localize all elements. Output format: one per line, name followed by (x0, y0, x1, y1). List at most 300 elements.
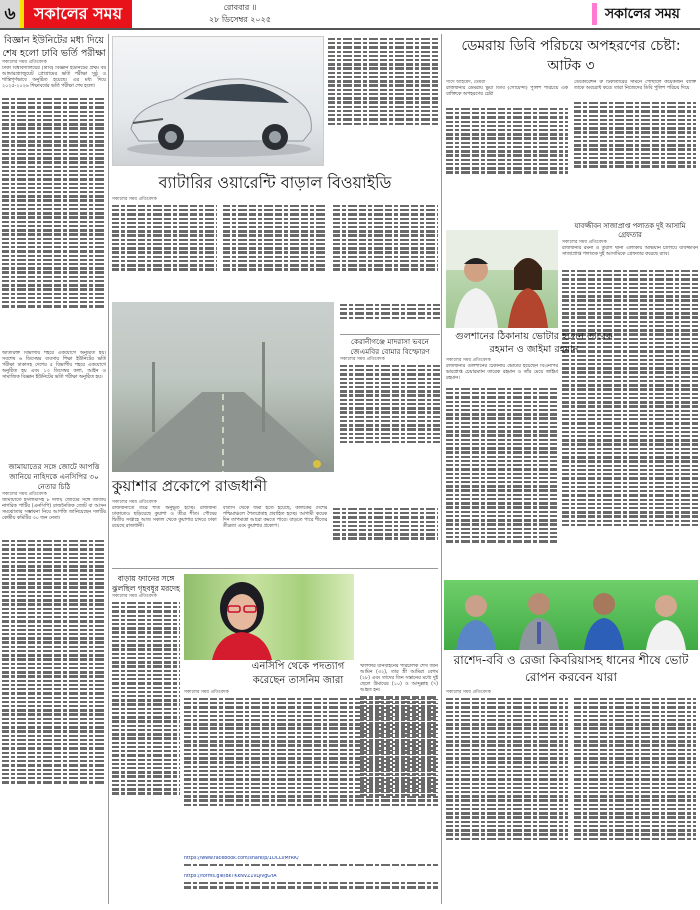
text-line (2, 127, 106, 129)
text-line (2, 98, 106, 100)
text-line (112, 716, 180, 718)
text-line (446, 154, 568, 156)
text-line (112, 788, 180, 790)
text-line (328, 63, 438, 65)
text-line (112, 209, 217, 211)
text-line (333, 516, 438, 518)
text-line (446, 519, 558, 521)
text-line (562, 304, 698, 306)
text-line (562, 325, 698, 327)
text-line (2, 170, 106, 172)
text-line (340, 411, 440, 413)
text-line (446, 150, 568, 152)
candidates-photo (444, 580, 698, 650)
text-line (446, 494, 558, 496)
text-line (2, 271, 106, 273)
text-line (446, 464, 558, 466)
text-line (2, 578, 106, 580)
column-rule (108, 34, 109, 904)
text-line (446, 388, 558, 390)
text-line (340, 441, 440, 443)
text-line (446, 108, 568, 110)
text-line (2, 276, 106, 278)
text-line (2, 620, 106, 622)
text-line (2, 263, 106, 265)
text-line (333, 243, 438, 245)
article-lead: রাজধানীর গুলশানের ঠিকানায় ভোটার হয়েছেন বিএনপির ভারপ্রাপ্ত চেয়ারম্যান তারেক রহমান ও তাঁর মেয়ে জাইমা রহমান। (446, 364, 558, 382)
text-line (112, 619, 180, 621)
text-line (2, 132, 106, 134)
text-line (2, 595, 106, 597)
text-line (562, 465, 698, 467)
text-line (360, 717, 438, 719)
text-line (112, 695, 180, 697)
text-line (2, 663, 106, 665)
text-line (2, 705, 106, 707)
text-line (112, 712, 180, 714)
text-line (2, 178, 106, 180)
brand-logo-right: সকালের সময় (592, 3, 680, 25)
text-line (562, 469, 698, 471)
text-line (112, 636, 180, 638)
text-line (360, 713, 438, 715)
text-line (446, 171, 568, 173)
text-line (2, 280, 106, 282)
text-line (2, 773, 106, 775)
text-line (112, 268, 217, 270)
text-line (112, 606, 180, 608)
text-line (446, 783, 568, 785)
text-line (446, 498, 558, 500)
text-line (562, 448, 698, 450)
headline-gulshan: গুলশানের ঠিকানায় ভোটার হলেন তারেক রহমান ও জাইমা রহমান (455, 331, 613, 355)
text-line (446, 732, 568, 734)
byline: সকালের সময় প্রতিবেদক (112, 594, 157, 599)
text-line (562, 363, 698, 365)
text-line (562, 321, 698, 323)
text-line (328, 114, 438, 116)
text-line (574, 115, 696, 117)
text-line (360, 747, 438, 749)
text-line (2, 216, 106, 218)
text-line (562, 308, 698, 310)
text-line (360, 794, 438, 796)
story-fan (112, 574, 180, 890)
text-line (2, 242, 106, 244)
text-line (574, 165, 696, 167)
text-line (2, 608, 106, 610)
text-line (562, 376, 698, 378)
text-line (574, 816, 696, 818)
text-line (446, 698, 568, 700)
text-line (112, 763, 180, 765)
facebook-link[interactable]: https://www.facebook.com/share/p/1DCLvMrRK/ (184, 856, 299, 861)
text-line (446, 812, 568, 814)
text-line (340, 369, 440, 371)
text-line (112, 260, 217, 262)
text-line (328, 67, 438, 69)
text-line (2, 225, 106, 227)
text-line (340, 390, 440, 392)
text-line (446, 808, 568, 810)
car-illustration (113, 37, 324, 166)
text-line (112, 251, 217, 253)
text-line (2, 654, 106, 656)
text-line (446, 702, 568, 704)
text-line (112, 247, 217, 249)
text-line (562, 482, 698, 484)
text-line (112, 687, 180, 689)
text-line (562, 410, 698, 412)
text-line (574, 753, 696, 755)
article-lead: রাজধানীর রমনা ও তুরাগ থানা এলাকায় অভিযান চালিয়ে যাবজ্জীবন সাজাপ্রাপ্ত পলাতক দুই আসামিকে গ্রেফতার করেছে র‌্যাব। (562, 246, 698, 258)
text-line (340, 428, 440, 430)
text-line (574, 783, 696, 785)
byline: সকালের সময় প্রতিবেদক (446, 358, 491, 363)
text-line (223, 234, 328, 236)
text-line (360, 722, 438, 724)
text-line (112, 742, 180, 744)
text-line (360, 709, 438, 711)
text-line (340, 437, 440, 439)
story-paddy (446, 690, 696, 908)
text-line (340, 424, 440, 426)
text-line (340, 373, 440, 375)
text-line (333, 529, 438, 531)
byline: সকালের সময় প্রতিবেদক (184, 690, 229, 695)
text-line (223, 243, 328, 245)
text-line (223, 230, 328, 232)
text-line (446, 749, 568, 751)
text-line (574, 770, 696, 772)
text-line (446, 532, 558, 534)
text-line (2, 540, 106, 542)
text-line (562, 367, 698, 369)
text-line (2, 769, 106, 771)
text-line (446, 799, 568, 801)
text-line (446, 112, 568, 114)
text-line (360, 789, 438, 791)
text-line (446, 744, 568, 746)
text-line (562, 359, 698, 361)
text-line (328, 46, 438, 48)
text-line (328, 89, 438, 91)
text-line (333, 213, 438, 215)
text-line (2, 250, 106, 252)
story-dhaka-uni (2, 34, 106, 391)
story-gulshan (446, 358, 558, 616)
text-line (446, 430, 558, 432)
text-line (574, 123, 696, 125)
text-line (574, 702, 696, 704)
text-line (574, 757, 696, 759)
text-line (112, 661, 180, 663)
text-line (562, 401, 698, 403)
text-line (562, 515, 698, 517)
text-line (333, 218, 438, 220)
text-line (446, 443, 558, 445)
text-line (562, 473, 698, 475)
text-line (223, 251, 328, 253)
text-line (2, 166, 106, 168)
text-line (328, 123, 438, 125)
text-line (446, 511, 558, 513)
text-line (2, 671, 106, 673)
text-line (2, 599, 106, 601)
text-line (574, 761, 696, 763)
text-line (2, 752, 106, 754)
text-line (574, 102, 696, 104)
byline: সাদে আহমেদ, ডেমরা (446, 80, 486, 85)
text-line (328, 110, 438, 112)
text-line (112, 640, 180, 642)
text-line (223, 268, 328, 270)
text-line (333, 234, 438, 236)
fire-snippet-text: খলিফার যানবাহনের পরিচালক শেখ জনি আমিন (৩২), তার স্ত্রী আমিরা বেগম (২৮) এবং তাদের তিন সন্তানের মধ্যে দুই ছেলে উমায়ের (১০) ও আব্দুল্লাহ (৭) আহত হন। (360, 664, 438, 694)
text-line (446, 804, 568, 806)
text-line (2, 221, 106, 223)
text-line (328, 59, 438, 61)
story-byd (112, 197, 438, 303)
text-line (112, 750, 180, 752)
text-line (2, 157, 106, 159)
text-line (446, 413, 558, 415)
text-line (574, 736, 696, 738)
text-line (446, 711, 568, 713)
column-rule (340, 334, 440, 335)
text-line (360, 701, 438, 703)
story-fog (112, 500, 438, 556)
text-line (446, 821, 568, 823)
text-line (446, 142, 568, 144)
text-line (446, 825, 568, 827)
text-line (562, 414, 698, 416)
text-line (2, 641, 106, 643)
byline: সকালের সময় প্রতিবেদক (112, 197, 157, 202)
text-line (446, 757, 568, 759)
byline: সকালের সময় প্রতিবেদক (112, 500, 157, 505)
text-line (112, 678, 180, 680)
text-line (574, 766, 696, 768)
story-jamaat (2, 462, 106, 898)
text-line (2, 569, 106, 571)
text-line (574, 838, 696, 840)
text-line (574, 711, 696, 713)
text-line (112, 234, 217, 236)
byd-sidebar-text (328, 36, 438, 166)
byline: সকালের সময় প্রতিবেদক (2, 492, 47, 497)
text-line (112, 648, 180, 650)
text-line (340, 420, 440, 422)
text-line (340, 394, 440, 396)
text-line (360, 705, 438, 707)
text-line (446, 163, 568, 165)
portrait-pair-illustration (446, 230, 558, 328)
text-line (2, 760, 106, 762)
text-line (446, 795, 568, 797)
text-line (360, 743, 438, 745)
fog-illustration (112, 302, 334, 472)
text-line (2, 586, 106, 588)
text-line (574, 787, 696, 789)
text-line (2, 297, 106, 299)
text-line (2, 675, 106, 677)
text-line (333, 533, 438, 535)
text-line (2, 140, 106, 142)
text-line (112, 775, 180, 777)
text-line (574, 698, 696, 700)
text-line (2, 637, 106, 639)
text-line (112, 230, 217, 232)
text-line (2, 709, 106, 711)
text-line (446, 401, 558, 403)
text-line (223, 239, 328, 241)
text-line (333, 525, 438, 527)
text-line (112, 213, 217, 215)
text-line (2, 713, 106, 715)
text-line (223, 264, 328, 266)
text-line (2, 722, 106, 724)
text-line (446, 439, 558, 441)
text-line (112, 759, 180, 761)
text-line (112, 610, 180, 612)
text-line (2, 781, 106, 783)
text-line (574, 795, 696, 797)
keraniganj-intro (340, 302, 440, 483)
text-line (562, 397, 698, 399)
text-line (446, 761, 568, 763)
text-line (328, 72, 438, 74)
text-line (446, 816, 568, 818)
text-line (562, 287, 698, 289)
text-line (574, 804, 696, 806)
text-line (2, 548, 106, 550)
text-line (562, 435, 698, 437)
text-line (446, 515, 558, 517)
text-line (446, 129, 568, 131)
text-line (2, 743, 106, 745)
text-line (446, 447, 558, 449)
article-tail: অতিরিক্ত বিভাগীয় শহরে একযোগে অনুষ্ঠিত হয়। সবশেষ ৬ ডিসেম্বর ব্যবসায় শিক্ষা ইউনিটের ভর্তি পরীক্ষা ঢাকাসহ দেশের ৫ বিভাগীয় শহরে একযোগে অনুষ্ঠিত হয় এবং ১৩ ডিসেম্বর কলা, আইন ও সামাজিক বিজ্ঞান ইউনিটের ভর্তি পরীক্ষা অনুষ্ঠিত হয়। (2, 351, 106, 381)
text-line (446, 468, 558, 470)
text-line (574, 715, 696, 717)
text-line (333, 251, 438, 253)
text-line (562, 270, 698, 272)
text-line (446, 766, 568, 768)
text-line (446, 392, 558, 394)
text-line (223, 260, 328, 262)
text-line (340, 382, 440, 384)
text-line (446, 121, 568, 123)
text-line (562, 384, 698, 386)
forms-link[interactable]: https://forms.gle/BkTKkNVZ1vLyvgGYA (184, 874, 277, 880)
text-line (446, 706, 568, 708)
text-line (2, 764, 106, 766)
text-line (2, 561, 106, 563)
text-line (2, 730, 106, 732)
text-line (2, 544, 106, 546)
text-line (112, 746, 180, 748)
text-line (112, 627, 180, 629)
text-line (562, 520, 698, 522)
text-line (112, 602, 180, 604)
text-line (112, 771, 180, 773)
car-photo (112, 36, 324, 166)
text-line (2, 612, 106, 614)
text-line (574, 136, 696, 138)
text-line (574, 119, 696, 121)
text-line (2, 633, 106, 635)
text-line (340, 308, 440, 310)
text-line (360, 760, 438, 762)
text-line (112, 631, 180, 633)
text-line (328, 38, 438, 40)
text-line (446, 125, 568, 127)
headline-keraniganj: কেরানীগঞ্জে মাদরাসা ভবনে জেএমবির বোমার বিস্ফোরণ (350, 337, 430, 356)
text-line (112, 653, 180, 655)
text-line (112, 670, 180, 672)
text-line (328, 80, 438, 82)
text-line (574, 778, 696, 780)
text-line (446, 159, 568, 161)
text-line (2, 246, 106, 248)
text-line (2, 161, 106, 163)
fog-col1: রাজধানীতে তীব্র শীত অনুভূত হচ্ছে। রাজধানী ঢাকাতেও ছড়িয়েছে কুয়াশা ও তীব্র শীত। পৌষের দ্বিতীয় সপ্তাহে আজ সকাল থেকে কুয়াশার চাদরে ঢাকা রয়েছে রাজধানী। (112, 506, 217, 530)
text-line (446, 833, 568, 835)
text-line (112, 665, 180, 667)
text-line (446, 774, 568, 776)
text-line (112, 226, 217, 228)
text-line (574, 821, 696, 823)
text-line (360, 764, 438, 766)
text-line (112, 218, 217, 220)
text-line (562, 388, 698, 390)
text-line (574, 808, 696, 810)
text-line (2, 191, 106, 193)
text-line (328, 93, 438, 95)
text-line (562, 291, 698, 293)
text-line (360, 726, 438, 728)
text-line (446, 719, 568, 721)
text-line (112, 222, 217, 224)
text-line (328, 84, 438, 86)
headline: বিজ্ঞান ইউনিটের মধ্য দিয়ে শেষ হলো ঢাবি ভর্তি পরীক্ষা (2, 35, 106, 59)
text-line (2, 305, 106, 307)
text-line (562, 439, 698, 441)
text-line (333, 209, 438, 211)
text-line (223, 205, 328, 207)
text-line (340, 433, 440, 435)
text-line (574, 774, 696, 776)
text-line (2, 739, 106, 741)
text-line (333, 268, 438, 270)
fog-col2: বাতাস থেকে জমা হতে হয়েছে, কালকের দেশের পশ্চিমাঞ্চলে শৈত্যপ্রবাহ প্রবাহিত হচ্ছে। আগামী কয়েক দিন তাপমাত্রা আরো কমতে পারে। বাড়তে পারে শীতের তীব্রতা এবং কুয়াশার প্রকোপ। (222, 506, 328, 530)
text-line (2, 658, 106, 660)
date-day: রোববার ॥ (223, 3, 257, 12)
text-line (562, 380, 698, 382)
text-line (446, 481, 558, 483)
text-line (574, 110, 696, 112)
text-line (574, 749, 696, 751)
headline-fog: কুয়াশার প্রকোপে রাজধানী (112, 477, 267, 495)
text-line (360, 777, 438, 779)
text-line (446, 426, 558, 428)
portrait-photo-tasnim (184, 574, 354, 660)
text-line (446, 485, 558, 487)
text-line (574, 106, 696, 108)
text-line (333, 260, 438, 262)
text-line (333, 264, 438, 266)
